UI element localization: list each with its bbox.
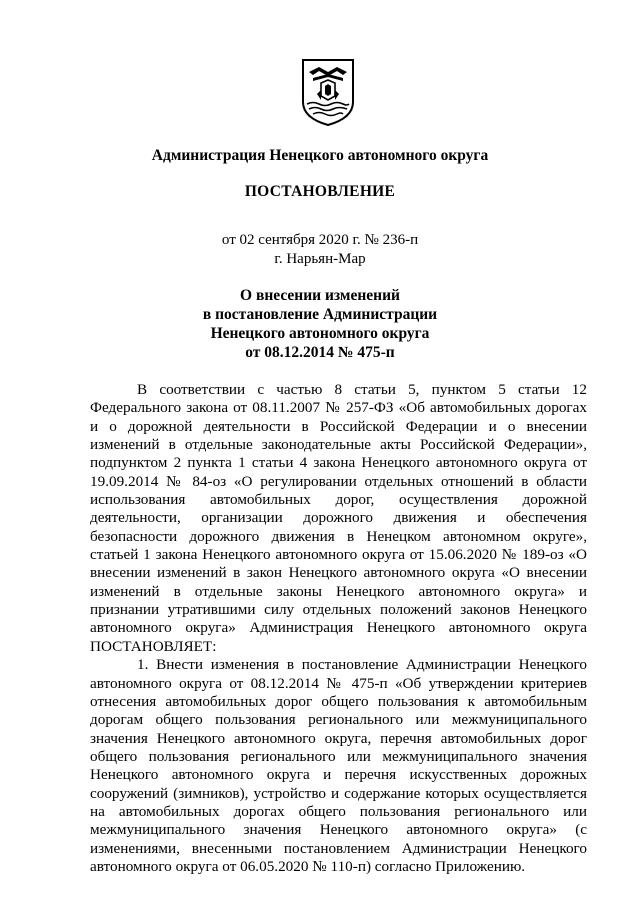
document-city: г. Нарьян-Мар (274, 251, 366, 267)
item-1-paragraph: 1. Внести изменения в постановление Администрации Ненецкого автономного округа от 08.12.2014 № 475-п «Об утверждении критериев отнесения автомобильных дорог общего пользования к автомобильным дорогам общего пользования регионального или межмуниципального значения Ненецкого автономного округа, перечня автомобильных дорог общего пользования регионального или межмуниципального значения Ненецкого автономного округа и перечня искусственных дорожных сооружений (зимников), устройство и содержание которых осуществляется на автомобильных дорогах общего пользования регионального или межмуниципального значения Ненецкого автономного округа» (с изменениями, внесенными постановлением Администрации Ненецкого автономного округа от 06.05.2020 № 110-п) согласно Приложению. (90, 656, 587, 875)
coat-of-arms-icon (299, 56, 357, 128)
document-type: ПОСТАНОВЛЕНИЕ (244, 183, 396, 200)
document-date-number: от 02 сентября 2020 г. № 236-п (221, 232, 419, 248)
subject-line: от 08.12.2014 № 475-п (245, 344, 395, 361)
preamble-paragraph: В соответствии с частью 8 статьи 5, пунктом 5 статьи 12 Федерального закона от 08.11.2007 № 257-ФЗ «Об автомобильных дорогах и о дорожной деятельности в Российской Федерации и о внесении изменений в отдельные законодательные акты Российской Федерации», подпунктом 2 пункта 1 статьи 4 закона Ненецкого автономного округа от 19.09.2014 № 84-оз «О регулировании отдельных отношений в области использования автомобильных дорог, осуществления дорожной деятельности, организации дорожного движения и обеспечения безопасности дорожного движения в Ненецком автономном округе», статьей 1 закона Ненецкого автономного округа от 15.06.2020 № 189-оз «О внесении изменений в закон Ненецкого автономного округа «О внесении изменений в отдельные законы Ненецкого автономного округа» и признании утратившими силу отдельных положений законов Ненецкого автономного округа» Администрация Ненецкого автономного округа ПОСТАНОВЛЯЕТ: (90, 381, 587, 655)
document-body (90, 381, 587, 876)
subject-line: в постановление Администрации (202, 306, 438, 323)
subject-line: О внесении изменений (240, 287, 400, 304)
document-subject (0, 286, 640, 362)
subject-line: Ненецкого автономного округа (210, 325, 430, 342)
organization-name: Администрация Ненецкого автономного округа (151, 147, 489, 164)
